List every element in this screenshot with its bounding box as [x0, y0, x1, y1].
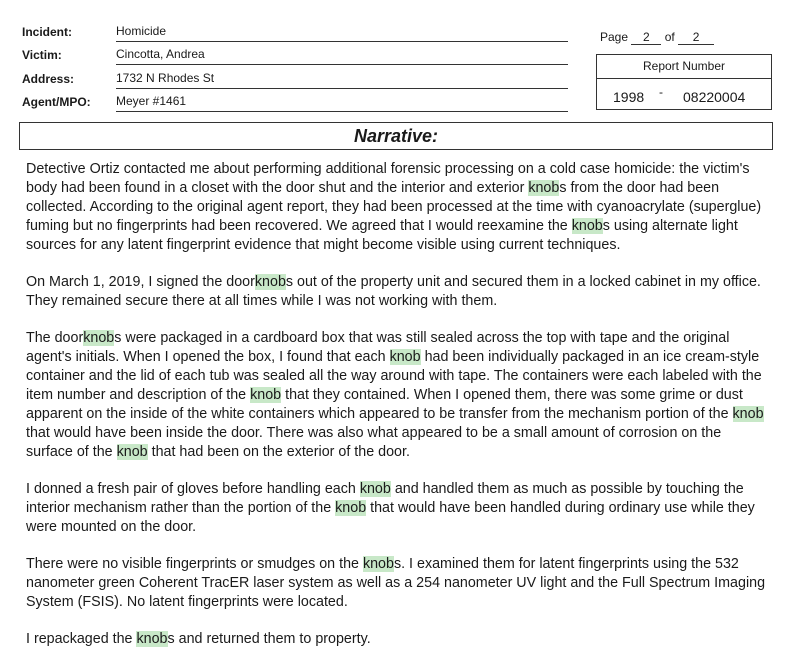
narrative-paragraph — [26, 160, 772, 255]
report-number-value: 08220004 — [683, 89, 746, 105]
paragraph-text: s out of the property unit and secured them in a locked cabinet in my office. They remained secure there at all times while I was not working with them. — [26, 274, 761, 309]
highlighted-term: knob — [136, 631, 168, 647]
incident-value: Homicide — [116, 24, 568, 42]
narrative-title: Narrative: — [19, 122, 773, 150]
paragraph-text: that they contained. When I opened them, there was some grime or dust apparent on the inside of the white containers which appeared to be transfer from the mechanism portion of the — [26, 387, 743, 422]
highlighted-term: knob — [528, 180, 560, 196]
highlighted-term: knob — [83, 330, 115, 346]
paragraph-text: that had been on the exterior of the door. — [147, 444, 410, 460]
paragraph-text: that would have been handled during ordinary use while they were mounted on the door. — [26, 500, 755, 535]
paragraph-text: There were no visible fingerprints or smudges on the — [26, 556, 363, 572]
page-label: Page — [600, 30, 629, 44]
narrative-paragraph — [26, 630, 772, 649]
page-current: 2 — [631, 30, 661, 45]
report-number-title: Report Number — [597, 55, 771, 79]
address-value: 1732 N Rhodes St — [116, 71, 568, 89]
narrative-paragraph — [26, 480, 772, 537]
paragraph-text: s and returned them to property. — [167, 631, 371, 647]
agent-value: Meyer #1461 — [116, 94, 568, 112]
paragraph-text: The door — [26, 330, 84, 346]
paragraph-text: Detective Ortiz contacted me about performing additional forensic processing on a cold case homicide: the victim's body had been found in a closet with the door shut and the interior and exterior — [26, 161, 750, 196]
report-number-box — [596, 54, 772, 110]
incident-label: Incident: — [22, 25, 72, 39]
highlighted-term: knob — [254, 274, 286, 290]
highlighted-term: knob — [571, 218, 603, 234]
highlighted-term: knob — [116, 444, 148, 460]
highlighted-term: knob — [732, 406, 764, 422]
page-total: 2 — [678, 30, 714, 45]
narrative-paragraph — [26, 273, 772, 311]
paragraph-text: that would have been inside the door. There was also what appeared to be a small amount of corrosion on the surface of the — [26, 425, 722, 460]
paragraph-text: I donned a fresh pair of gloves before handling each — [26, 481, 360, 497]
highlighted-term: knob — [250, 387, 282, 403]
paragraph-text: s. I examined them for latent fingerprints using the 532 nanometer green Coherent TracER laser system as well as a 254 nanometer UV light and the Full Spectrum Imaging System (FSIS). No latent fingerprints were located. — [26, 556, 766, 610]
victim-label: Victim: — [22, 48, 62, 62]
page-of-label: of — [664, 30, 675, 44]
narrative-paragraph — [26, 329, 772, 462]
paragraph-text: s from the door had been collected. According to the original agent report, they had been processed at the time with cyanoacrylate (superglue) fuming but no fingerprints had been recovered. We agreed that I would reexamine the — [26, 180, 762, 234]
page-indicator — [600, 30, 714, 45]
paragraph-text: s using alternate light sources for any latent fingerprint evidence that might become visible using current techniques. — [26, 218, 738, 253]
paragraph-text: and handled them as much as possible by touching the interior mechanism rather than the portion of the — [26, 481, 744, 516]
agent-label: Agent/MPO: — [22, 95, 91, 109]
paragraph-text: On March 1, 2019, I signed the door — [26, 274, 255, 290]
paragraph-text: I repackaged the — [26, 631, 137, 647]
highlighted-term: knob — [359, 481, 391, 497]
paragraph-text: s were packaged in a cardboard box that was still sealed across the top with tape and the original agent's initials. When I opened the box, I found that each — [26, 330, 730, 365]
report-number-dash: - — [659, 85, 663, 99]
victim-value: Cincotta, Andrea — [116, 47, 568, 65]
highlighted-term: knob — [389, 349, 421, 365]
narrative-paragraph — [26, 555, 772, 612]
highlighted-term: knob — [335, 500, 367, 516]
address-label: Address: — [22, 72, 75, 86]
report-number-prefix: 1998 — [613, 89, 645, 105]
highlighted-term: knob — [362, 556, 394, 572]
narrative-body — [26, 160, 772, 667]
paragraph-text: had been individually packaged in an ice cream-style container and the lid of each tub was sealed all the way around with tape. The containers were each labeled with the item number and description of the — [26, 349, 762, 403]
